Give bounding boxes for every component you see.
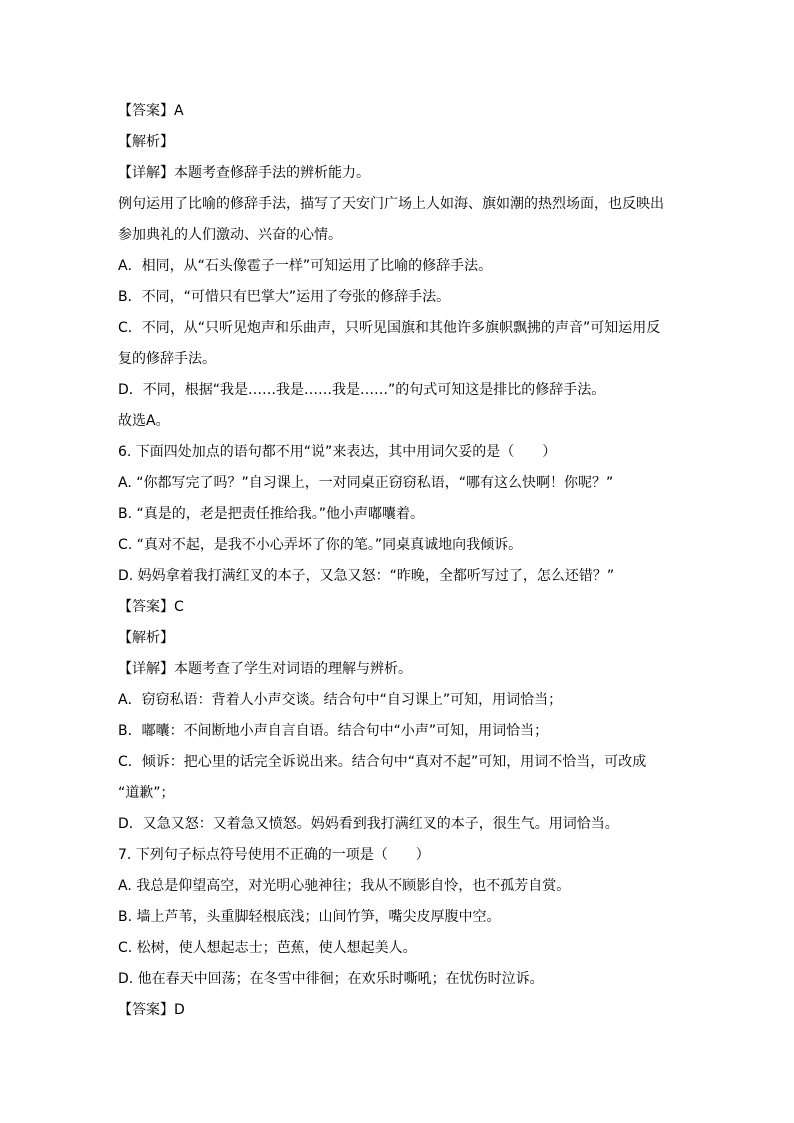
detail-intro-q6: 【详解】本题考查了学生对词语的理解与辨析。 bbox=[118, 661, 412, 677]
option-a-analysis: A．相同，从“石头像雹子一样”可知运用了比喻的修辞手法。 bbox=[118, 258, 493, 274]
question-6-stem: 6. 下面四处加点的语句都不用“说”来表达，其中用词欠妥的是（ ） bbox=[118, 444, 557, 460]
question-7-option-d: D. 他在春天中回荡；在冬雪中徘徊；在欢乐时嘶吼；在忧伤时泣诉。 bbox=[118, 971, 544, 987]
answer-label-q5: 【答案】A bbox=[118, 103, 184, 119]
analysis-label-q6: 【解析】 bbox=[118, 630, 174, 646]
option-c-analysis: C．不同，从“只听见炮声和乐曲声，只听见国旗和其他许多旗帜飘拂的声音”可知运用反 bbox=[118, 320, 661, 336]
question-7-stem: 7. 下列句子标点符号使用不正确的一项是（ ） bbox=[118, 847, 430, 863]
question-7-option-b: B. 墙上芦苇，头重脚轻根底浅；山间竹笋，嘴尖皮厚腹中空。 bbox=[118, 909, 501, 925]
question-7-option-a: A. 我总是仰望高空，对光明心驰神往；我从不顾影自怜，也不孤芳自赏。 bbox=[118, 878, 571, 894]
detail-intro-q5: 【详解】本题考查修辞手法的辨析能力。 bbox=[118, 165, 370, 181]
question-6-option-b: B. “真是的，老是把责任推给我。”他小声嘟囔着。 bbox=[118, 506, 425, 522]
detail-text-line: 参加典礼的人们激动、兴奋的心情。 bbox=[118, 227, 342, 243]
conclusion-q5: 故选A。 bbox=[118, 413, 170, 429]
question-6-option-d: D. 妈妈拿着我打满红叉的本子，又急又怒：“昨晚，全都听写过了，怎么还错？” bbox=[118, 568, 615, 584]
option-d-analysis: D．不同，根据“我是……我是……我是……”的句式可知这是排比的修辞手法。 bbox=[118, 382, 606, 398]
detail-text-line: 例句运用了比喻的修辞手法，描写了天安门广场上人如海、旗如潮的热烈场面，也反映出 bbox=[118, 196, 664, 212]
question-7-option-c: C. 松树，使人想起志士；芭蕉，使人想起美人。 bbox=[118, 940, 417, 956]
question-6-option-a: A. “你都写完了吗？”自习课上，一对同桌正窃窃私语，“哪有这么快啊！你呢？” bbox=[118, 475, 614, 491]
answer-label-q7: 【答案】D bbox=[118, 1002, 185, 1018]
q6-analysis-a: A．窃窃私语：背着人小声交谈。结合句中“自习课上”可知，用词恰当； bbox=[118, 692, 563, 708]
analysis-label-q5: 【解析】 bbox=[118, 134, 174, 150]
option-c-analysis-cont: 复的修辞手法。 bbox=[118, 351, 216, 367]
question-6-option-c: C. “真对不起，是我不小心弄坏了你的笔。”同桌真诚地向我倾诉。 bbox=[118, 537, 523, 553]
q6-analysis-c: C．倾诉：把心里的话完全诉说出来。结合句中“真对不起”可知，用词不恰当，可改成 bbox=[118, 754, 647, 770]
q6-analysis-c-cont: “道歉”； bbox=[118, 785, 175, 801]
option-b-analysis: B．不同，“可惜只有巴掌大”运用了夸张的修辞手法。 bbox=[118, 289, 451, 305]
answer-label-q6: 【答案】C bbox=[118, 599, 184, 615]
q6-analysis-d: D．又急又怒：又着急又愤怒。妈妈看到我打满红叉的本子，很生气。用词恰当。 bbox=[118, 816, 619, 832]
q6-analysis-b: B．嘟囔：不间断地小声自言自语。结合句中“小声”可知，用词恰当； bbox=[118, 723, 549, 739]
